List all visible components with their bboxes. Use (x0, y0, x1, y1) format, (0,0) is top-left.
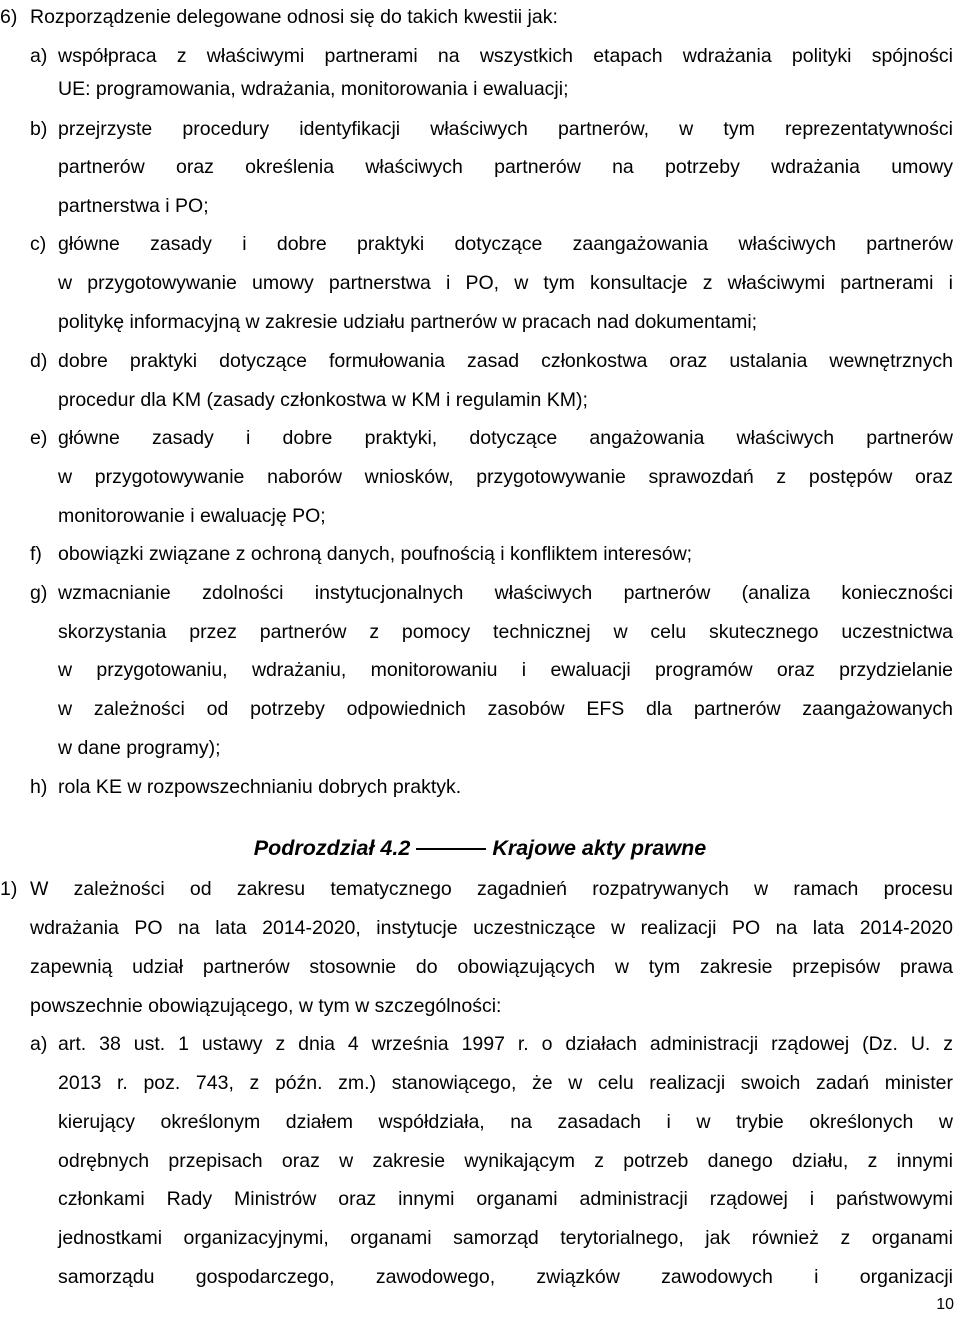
list-item-6a-line-1: współpraca z właściwymi partnerami na wszystkich etapach wdrażania polityki spójności (58, 45, 953, 67)
section-1-line-1: W zależności od zakresu tematycznego zagadnień rozpatrywanych w ramach procesu (30, 878, 953, 900)
list-item-1a-line-2: 2013 r. poz. 743, z późn. zm.) stanowiącego, że w celu realizacji swoich zadań minister (58, 1072, 953, 1094)
list-item-6e-label-row (30, 427, 47, 450)
list-item-6g-line-2: skorzystania przez partnerów z pomocy technicznej w celu skutecznego uczestnictwa (58, 621, 953, 643)
list-item-label: a) (30, 1033, 48, 1055)
list-item-6d-line-1: dobre praktyki dotyczące formułowania zasad członkostwa oraz ustalania wewnętrznych (58, 350, 953, 372)
section-heading (0, 836, 960, 861)
list-item-6d-label-row (30, 350, 47, 373)
list-item-6g-line-3: w przygotowaniu, wdrażaniu, monitorowaniu i ewaluacji programów oraz przydzielanie (58, 659, 953, 681)
list-item-6b-line-2: partnerów oraz określenia właściwych partnerów na potrzeby wdrażania umowy (58, 156, 953, 178)
list-item-1a-line-7: samorządu gospodarczego, zawodowego, związków zawodowych i organizacji (58, 1266, 953, 1288)
list-item-6e-line-1: główne zasady i dobre praktyki, dotyczące angażowania właściwych partnerów (58, 427, 953, 449)
list-item-6b-line-1: przejrzyste procedury identyfikacji właściwych partnerów, w tym reprezentatywności (58, 118, 953, 140)
list-item-6g-line-5: w dane programy); (58, 737, 221, 759)
list-item-label: a) (30, 45, 48, 67)
list-item-6f-label-row (30, 543, 42, 566)
section-1-label: 1) (0, 878, 18, 900)
list-item-6g-line-4: w zależności od potrzeby odpowiednich zasobów EFS dla partnerów zaangażowanych (58, 698, 953, 720)
list-item-label: e) (30, 427, 48, 449)
list-item-label: b) (30, 118, 48, 140)
section-6-label: 6) (0, 6, 18, 28)
list-item-1a-line-4: odrębnych przepisach oraz w zakresie wynikającym z potrzeb danego działu, z innymi (58, 1150, 953, 1172)
list-item-6d-line-2: procedur dla KM (zasady członkostwa w KM i regulamin KM); (58, 389, 588, 411)
list-item-6a-line-2: UE: programowania, wdrażania, monitorowania i ewaluacji; (58, 78, 569, 100)
section-1-line-4: powszechnie obowiązującego, w tym w szczególności: (30, 995, 502, 1017)
list-item-1a-line-3: kierujący określonym działem współdziała, na zasadach i w trybie określonych w (58, 1111, 953, 1133)
list-item-6e-line-2: w przygotowywanie naborów wniosków, przygotowywanie sprawozdań z postępów oraz (58, 466, 953, 488)
heading-dash (416, 848, 486, 850)
list-item-6c-line-3: politykę informacyjną w zakresie udziału partnerów w pracach nad dokumentami; (58, 311, 758, 333)
list-item-label: g) (30, 582, 48, 604)
list-item-6c-line-1: główne zasady i dobre praktyki dotyczące zaangażowania właściwych partnerów (58, 233, 953, 255)
list-item-6f-line-1: obowiązki związane z ochroną danych, poufnością i konfliktem interesów; (58, 543, 693, 565)
list-item-6h-label-row (30, 776, 47, 799)
list-item-label: c) (30, 233, 47, 255)
list-item-6b-label-row (30, 118, 47, 141)
section-1-label-row (0, 878, 17, 901)
list-item-6g-label-row (30, 582, 47, 605)
list-item-1a-line-6: jednostkami organizacyjnymi, organami samorząd terytorialnego, jak również z organami (58, 1227, 953, 1249)
section-1-line-2: wdrażania PO na lata 2014-2020, instytucje uczestniczące w realizacji PO na lata 2014-2020 (30, 917, 953, 939)
list-item-6g-line-1: wzmacnianie zdolności instytucjonalnych właściwych partnerów (analiza konieczności (58, 582, 953, 604)
section-1-line-3: zapewnią udział partnerów stosownie do obowiązujących w tym zakresie przepisów prawa (30, 956, 953, 978)
list-item-label: f) (30, 543, 42, 565)
list-item-label: d) (30, 350, 48, 372)
list-item-6b-line-3: partnerstwa i PO; (58, 195, 209, 217)
list-item-1a-label-row (30, 1033, 47, 1056)
list-item-label: h) (30, 776, 48, 798)
list-item-6c-line-2: w przygotowywanie umowy partnerstwa i PO, w tym konsultacje z właściwymi partnerami i (58, 272, 953, 294)
section-6-intro-text: Rozporządzenie delegowane odnosi się do takich kwestii jak: (30, 6, 558, 28)
list-item-6a-label-row (30, 45, 47, 68)
list-item-1a-line-5: członkami Rady Ministrów oraz innymi organami administracji rządowej i państwowymi (58, 1188, 953, 1210)
page-number: 10 (936, 1296, 954, 1313)
section-6-intro (0, 6, 960, 29)
list-item-1a-line-1: art. 38 ust. 1 ustawy z dnia 4 września 1997 r. o działach administracji rządowej (Dz. U. z (58, 1033, 953, 1055)
heading-part-2: Krajowe akty prawne (492, 836, 707, 860)
list-item-6h-line-1: rola KE w rozpowszechnianiu dobrych praktyk. (58, 776, 462, 798)
list-item-6e-line-3: monitorowanie i ewaluację PO; (58, 505, 326, 527)
list-item-6c-label-row (30, 233, 46, 256)
heading-part-1: Podrozdział 4.2 (253, 836, 411, 860)
